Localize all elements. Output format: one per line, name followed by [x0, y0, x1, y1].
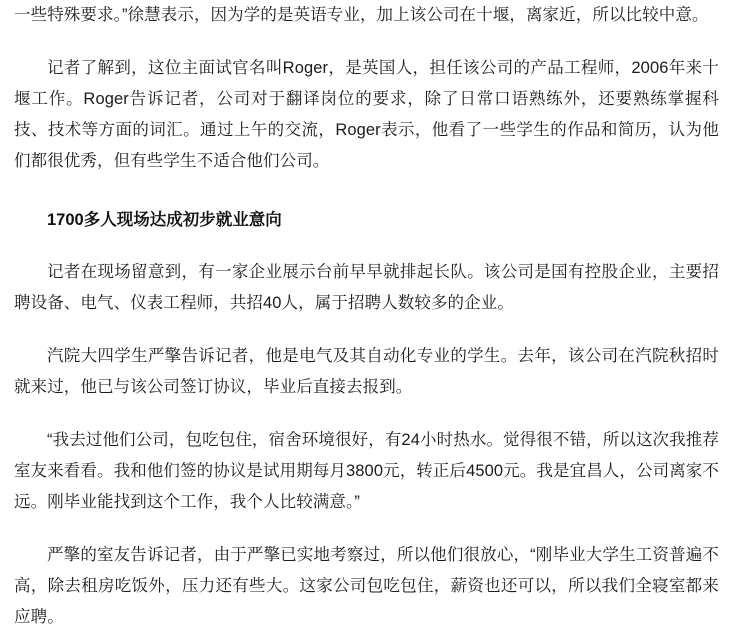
spacer	[14, 319, 719, 341]
spacer	[14, 31, 719, 53]
spacer	[14, 518, 719, 540]
paragraph-roommate-quote: 严擎的室友告诉记者，由于严擎已实地考察过，所以他们很放心，“刚毕业大学生工资普遍不高，除去租房吃饭外，压力还有些大。这家公司包吃包住，薪资也还可以，所以我们全寝室都来应聘。	[14, 546, 719, 626]
spacer	[14, 403, 719, 425]
spacer	[14, 177, 719, 205]
paragraph-student-yanqing: 汽院大四学生严擎告诉记者，他是电气及其自动化专业的学生。去年，该公司在汽院秋招时就来过，他已与该公司签订协议，毕业后直接去报到。	[14, 347, 719, 396]
paragraph-continuation: 一些特殊要求。”徐慧表示，因为学的是英语专业，加上该公司在十堰，离家近，所以比较中意。	[14, 6, 709, 24]
section-heading: 1700多人现场达成初步就业意向	[47, 211, 282, 229]
spacer	[14, 235, 719, 257]
paragraph-quote-salary: “我去过他们公司，包吃包住，宿舍环境很好，有24小时热水。觉得很不错，所以这次我推荐室友来看看。我和他们签的协议是试用期每月3800元，转正后4500元。我是宜昌人，公司离家不远。刚毕业能找到这个工作，我个人比较满意。”	[14, 431, 720, 511]
paragraph-interview-details: 记者了解到，这位主面试官名叫Roger，是英国人，担任该公司的产品工程师，2006年来十堰工作。Roger告诉记者，公司对于翻译岗位的要求，除了日常口语熟练外，还要熟练掌握科技、技术等方面的词汇。通过上午的交流，Roger表示，他看了一些学生的作品和简历，认为他们都很优秀，但有些学生不适合他们公司。	[14, 59, 719, 170]
paragraph-company-queue: 记者在现场留意到，有一家企业展示台前早早就排起长队。该公司是国有控股企业，主要招聘设备、电气、仪表工程师，共招40人，属于招聘人数较多的企业。	[14, 263, 719, 312]
